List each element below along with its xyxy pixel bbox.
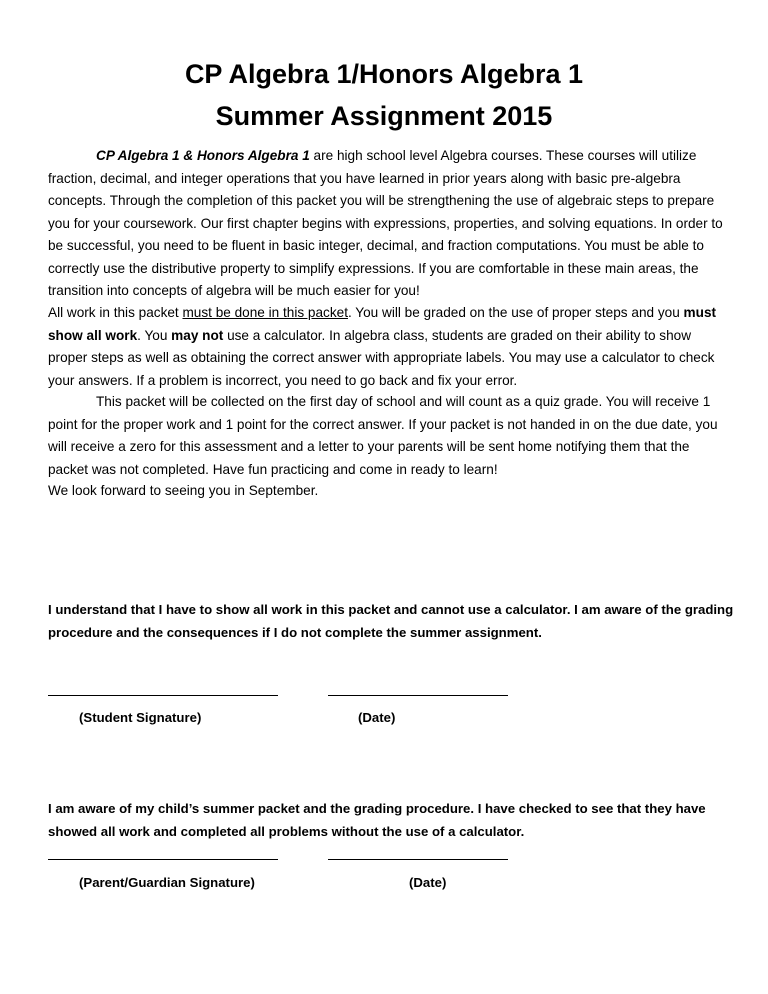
parent-date-line[interactable] xyxy=(328,859,508,860)
student-acknowledgement: I understand that I have to show all work in this packet and cannot use a calculator. I am aware of the grading procedure and the consequences if I do not complete the summer assignment. xyxy=(48,602,734,640)
rules-bold-may-not: may not xyxy=(171,327,224,343)
course-names: CP Algebra 1 & Honors Algebra 1 xyxy=(96,148,310,163)
rules-mid: . You xyxy=(137,327,172,343)
rules-rest: use a calculator. In algebra class, students are graded on their ability to show proper steps as well as obtaining the correct answer with appropriate labels. You may use a calculator to check your answers. If a problem is incorrect, you need to go back and fix your error. xyxy=(48,327,715,388)
collection-paragraph xyxy=(48,391,728,481)
rules-paragraph xyxy=(48,302,728,392)
student-date-line[interactable] xyxy=(328,695,508,696)
rules-after-underline: . You will be graded on the use of proper steps and you xyxy=(347,305,684,320)
parent-acknowledgement: I am aware of my child’s summer packet and the grading procedure. I have checked to see that they have showed all work and completed all problems without the use of a calculator. xyxy=(48,801,706,839)
student-signature-line[interactable] xyxy=(48,695,278,696)
document-title-line-1: CP Algebra 1/Honors Algebra 1 xyxy=(184,59,584,89)
student-date-label: (Date) xyxy=(358,710,396,725)
parent-signature-line[interactable] xyxy=(48,859,278,860)
rules-underlined: must be done in this packet xyxy=(182,305,348,320)
student-signature-label: (Student Signature) xyxy=(79,710,202,725)
document-title-line-2: Summer Assignment 2015 xyxy=(215,101,553,131)
intro-paragraph xyxy=(48,145,728,303)
collection-text: This packet will be collected on the first day of school and will count as a quiz grade. You will receive 1 point for the proper work and 1 point for the correct answer. If your packet is not handed in on the due date, you will receive a zero for this assessment and a letter to your parents will be sent home notifying them that the packet was not completed. Have fun practicing and come in ready to learn! xyxy=(48,394,718,477)
rules-lead: All work in this packet xyxy=(48,305,183,320)
rules-bold-show-work: must show all work xyxy=(48,305,717,343)
parent-signature-label: (Parent/Guardian Signature) xyxy=(79,875,255,890)
intro-text: are high school level Algebra courses. These courses will utilize fraction, decimal, and integer operations that you have learned in prior years along with basic pre-algebra concepts. Through the completion of this packet you will be strengthening the use of algebraic steps to prepare you for your coursework. Our first chapter begins with expressions, properties, and solving equations. In order to be successful, you need to be fluent in basic integer, decimal, and fraction computations. You must be able to correctly use the distributive property to simplify expressions. If you are comfortable in these main areas, the transition into concepts of algebra will be much easier for you! xyxy=(48,148,723,298)
parent-date-label: (Date) xyxy=(409,875,447,890)
closing-line: We look forward to seeing you in September. xyxy=(48,483,319,498)
